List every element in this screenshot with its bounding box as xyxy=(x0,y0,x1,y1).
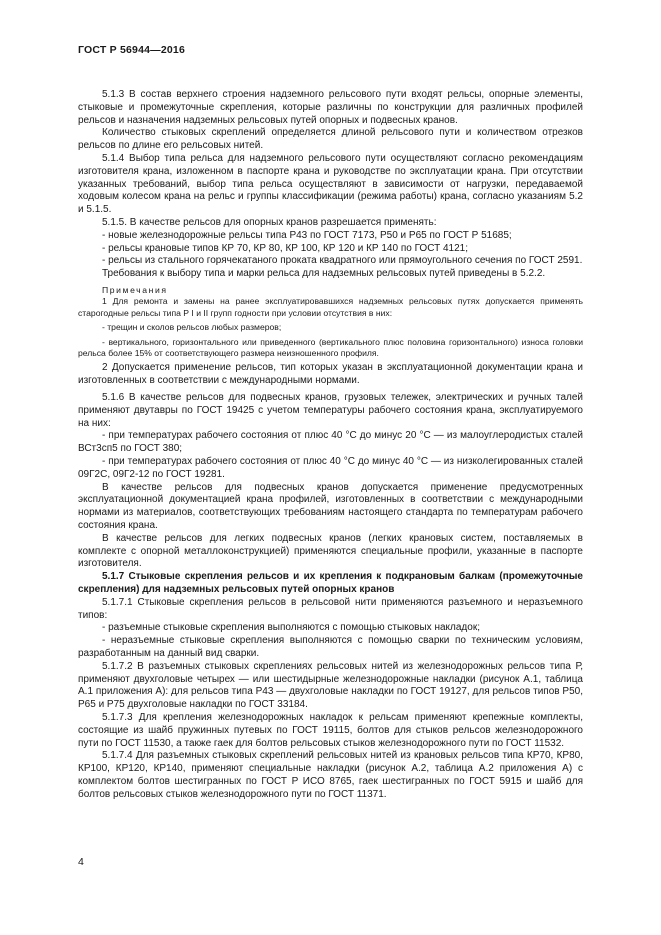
note-1-wear: - вертикального, горизонтального или приведенного (вертикального плюс половина горизонтального) износа головки рельса более 15% от соответствующего размера неизношенного профиля. xyxy=(78,336,583,358)
list-item-rails-steel: - рельсы из стального горячекатаного проката квадратного или прямоугольного сечения по ГОСТ 2591. xyxy=(102,255,583,267)
paragraph-5-1-7-2: 5.1.7.2 В разъемных стыковых скреплениях рельсовых нитей из железнодорожных рельсов типа Р, применяют двухголовые четырех — или шестидырные железнодорожные накладки (рисунок А.1, таблица А.1 приложения А): для рельсов типа Р43 — двухголовые накладки по ГОСТ 19127, для рельсов типов Р50, Р65 и Р75 двухголовые накладки по ГОСТ 33184. xyxy=(78,660,583,711)
notes-block xyxy=(78,285,583,388)
page-number: 4 xyxy=(78,856,84,868)
paragraph-light-cranes: В качестве рельсов для легких подвесных кранов (легких крановых систем, поставляемых в комплекте с опорной металлоконструкцией) применяются специальные профили, указанные в паспорте изготовителя. xyxy=(78,532,583,570)
list-item-rails-kr: - рельсы крановые типов КР 70, КР 80, КР 100, КР 120 и КР 140 по ГОСТ 4121; xyxy=(102,242,469,254)
list-item-detachable: - разъемные стыковые скрепления выполняются с помощью стыковых накладок; xyxy=(102,622,480,634)
paragraph-joints-count: Количество стыковых скреплений определяется длиной рельсового пути и количеством отрезков рельсов по длине его рельсовых нитей. xyxy=(78,127,583,152)
list-item-rails-p: - новые железнодорожные рельсы типа Р43 по ГОСТ 7173, Р50 и Р65 по ГОСТ Р 51685; xyxy=(102,229,512,241)
paragraph-5-1-3: 5.1.3 В состав верхнего строения надземного рельсового пути входят рельсы, опорные элементы, стыковые и промежуточные скрепления, которые различны по конструкции для различных профилей рельсов и назначения надземных рельсовых путей опорных и подвесных кранов. xyxy=(78,89,583,126)
paragraph-5-1-7-4: 5.1.7.4 Для разъемных стыковых скреплений рельсовых нитей из крановых рельсов типа КР70, КР80, КР100, КР120, КР140, применяют специальные накладки (рисунок А.2, таблица А.2 приложения А) с комплектом болтов шестигранных по ГОСТ Р ИСО 8765, гаек шестигранных по ГОСТ 5915 и шайб для болтов рельсовых стыков железнодорожного пути по ГОСТ 11371. xyxy=(78,750,583,800)
note-1-cracks: - трещин и сколов рельсов любых размеров; xyxy=(102,322,282,333)
paragraph-5-1-4: 5.1.4 Выбор типа рельса для надземного рельсового пути осуществляют согласно рекомендациям изготовителя крана, изложенном в паспорте крана и руководстве по эксплуатации крана. При отсутствии указанных требований, выбор типа рельса осуществляют в зависимости от нагрузки, передаваемой ходовым колесом крана на рельс и группы классификации (режима работы) крана, согласно указаниям 5.2 и 5.1.5. xyxy=(78,152,583,216)
paragraph-5-1-7-3: 5.1.7.3 Для крепления железнодорожных накладок к рельсам применяют крепежные комплекты, состоящие из шайб пружинных путевых по ГОСТ 19115, болтов для стыков рельсов железнодорожного пути по ГОСТ 11530, а также гаек для болтов рельсовых стыков железнодорожного пути по ГОСТ 11532. xyxy=(78,711,583,749)
notes-title: Примечания xyxy=(102,284,168,295)
note-1: 1 Для ремонта и замены на ранее эксплуатировавшихся надземных рельсовых путях допускается применять старогодные рельсы типа Р I и II групп годности при условии отсутствия в них: xyxy=(78,296,583,318)
document-header: ГОСТ Р 56944—2016 xyxy=(78,44,186,56)
list-item-welded: - неразъемные стыковые скрепления выполняются с помощью сварки по техническим условиям, разработанным на данный вид сварки. xyxy=(78,635,583,659)
paragraph-5-1-5: 5.1.5. В качестве рельсов для опорных кранов разрешается применять: xyxy=(102,216,437,228)
list-item-temp-20: - при температурах рабочего состояния от плюс 40 °С до минус 20 °С — из малоуглеродистых сталей ВСт3сп5 по ГОСТ 380; xyxy=(78,430,583,455)
paragraph-5-1-6: 5.1.6 В качестве рельсов для подвесных кранов, грузовых тележек, электрических и ручных талей применяют двутавры по ГОСТ 19425 с учетом температуры рабочего состояния крана, эксплуатируемого на них: xyxy=(78,391,583,429)
note-2: 2 Допускается применение рельсов, тип которых указан в эксплуатационной документации крана и изготовленных в соответствии с международными нормами. xyxy=(78,362,583,387)
paragraph-intl-profiles: В качестве рельсов для подвесных кранов допускается применение предусмотренных эксплуатационной документацией крана профилей, изготовленных в соответствии с международными нормами из материалов, соответствующих требованиям настоящего стандарта по температурам рабочего состояния крана. xyxy=(78,481,583,531)
paragraph-5-1-7-1: 5.1.7.1 Стыковые скрепления рельсов в рельсовой нити применяются разъемного и неразъемного типов: xyxy=(78,596,583,621)
paragraph-requirements-ref: Требования к выбору типа и марки рельса для надземных рельсовых путей приведены в 5.2.2. xyxy=(102,268,546,280)
list-item-temp-40: - при температурах рабочего состояния от плюс 40 °С до минус 40 °С — из низколегированных сталей 09Г2С, 09Г2-12 по ГОСТ 19281. xyxy=(78,455,583,480)
document-body xyxy=(78,89,583,801)
section-heading-5-1-7: 5.1.7 Стыковые скрепления рельсов и их крепления к подкрановым балкам (промежуточные скрепления) для надземных рельсовых путей опорных кранов xyxy=(78,571,583,595)
